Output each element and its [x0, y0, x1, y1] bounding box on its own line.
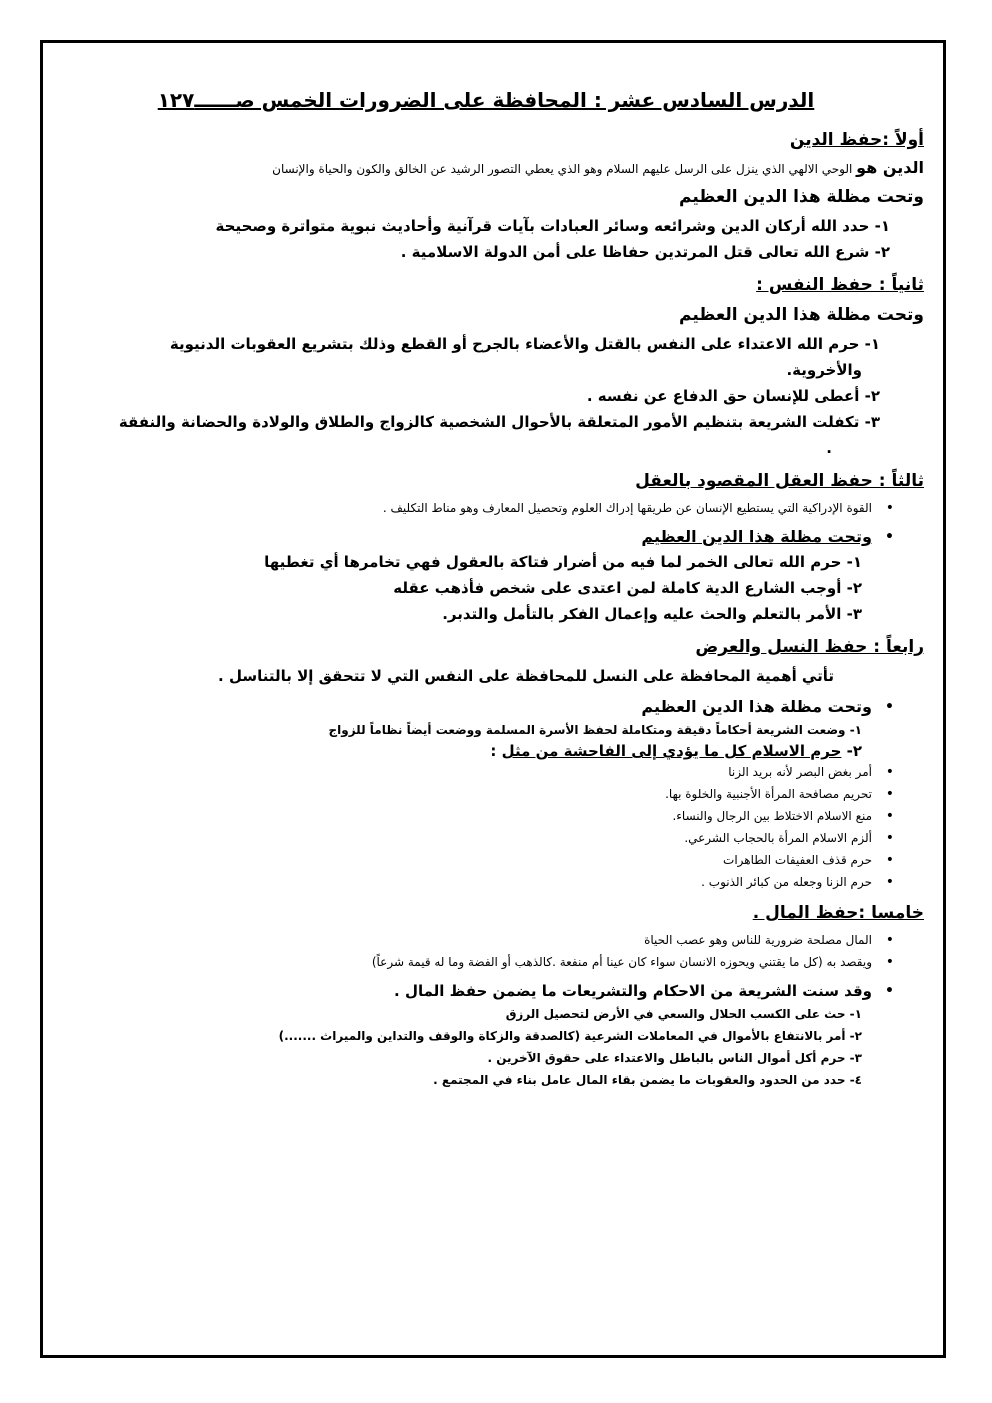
list-item: ٣- الأمر بالتعلم والحث عليه وإعمال الفكر بالتأمل والتدبر. [442, 605, 862, 623]
list-item: ١- حرم الله الاعتداء على النفس بالقتل والأعضاء بالجرح أو القطع وذلك بتشريع العقوبات الدنيوية [169, 335, 880, 353]
list-item: ٢- شرع الله تعالى قتل المرتدين حفاظا على أمن الدولة الاسلامية . [400, 243, 890, 261]
list-item: ١- حث على الكسب الحلال والسعي في الأرض لتحصيل الرزق [505, 1007, 862, 1021]
section-3-sub [48, 525, 924, 549]
section-4-item-1: ١- وضعت الشريعة أحكاماً دقيقة ومتكاملة لحفظ الأسرة المسلمة ووضعت أيضاً نظاماً للزواج [328, 723, 862, 737]
list-item-continuation: والأخروية. [786, 361, 862, 379]
list-item: ١- حدد الله أركان الدين وشرائعه وسائر العبادات بآيات قرآنية وأحاديث نبوية متواترة وصحيحة [215, 217, 890, 235]
section-5-sub: • وقد سنت الشريعة من الاحكام والتشريعات ما يضمن حفظ المال . [48, 979, 924, 1003]
list-item-continuation: . [826, 439, 832, 457]
bullet-item: • أمر بغض البصر لأنه بريد الزنا [48, 761, 924, 783]
section-1-sub: وتحت مظلة هذا الدين العظيم [679, 187, 924, 207]
section-4-bullets [48, 761, 924, 893]
section-1-list [48, 213, 924, 265]
section-5-heading: خامسا :حفظ المال . [752, 903, 924, 923]
list-item: ٢- أوجب الشارع الدية كاملة لمن اعتدى على شخص فأذهب عقله [393, 579, 862, 597]
item-number: ٢- [841, 742, 862, 760]
section-2-heading: ثانياً : حفظ النفس : [756, 275, 924, 295]
item-suffix: : [490, 742, 502, 760]
definition-term: الدين هو [856, 158, 924, 177]
bullet-item: • تحريم مصافحة المرأة الأجنبية والخلوة بها. [48, 783, 924, 805]
document-body [48, 80, 924, 1091]
section-4-item-2 [48, 741, 924, 761]
bullet-item: • ألزم الاسلام المرأة بالحجاب الشرعي. [48, 827, 924, 849]
section-2-sub: وتحت مظلة هذا الدين العظيم [679, 305, 924, 325]
list-item: ٣- حرم أكل أموال الناس بالباطل والاعتداء على حقوق الآخرين . [487, 1051, 862, 1065]
section-4-sub: • وتحت مظلة هذا الدين العظيم [48, 695, 924, 719]
section-2-list [48, 331, 924, 461]
bullet-item: • ويقصد به (كل ما يقتني ويحوزه الانسان سواء كان عينا أم منفعة .كالذهب أو الفضة وما له قيمة شرعاً) [48, 951, 924, 973]
item-underlined-text: حرم الاسلام كل ما يؤدي إلى الفاحشة من مثل [501, 742, 842, 760]
bullet-item: • منع الاسلام الاختلاط بين الرجال والنساء. [48, 805, 924, 827]
section-3-sub-text: وتحت مظلة هذا الدين العظيم [641, 527, 872, 546]
lesson-title-text: الدرس السادس عشر : المحافظة على الضرورات الخمس صــــــ١٢٧ [157, 88, 815, 112]
list-item: ٢- أمر بالانتفاع بالأموال في المعاملات الشرعية (كالصدقة والزكاة والوقف والتداين والميراث .......) [278, 1029, 862, 1043]
section-4-heading: رابعاً : حفظ النسل والعرض [695, 637, 924, 657]
section-5-list [48, 1003, 924, 1091]
bullet-item: • القوة الإدراكية التي يستطيع الإنسان عن طريقها إدراك العلوم وتحصيل المعارف وهو مناط التكليف . [48, 497, 924, 519]
list-item: ٢- أعطى للإنسان حق الدفاع عن نفسه . [586, 387, 880, 405]
list-item: ٤- حدد من الحدود والعقوبات ما يضمن بقاء المال عامل بناء في المجتمع . [433, 1073, 862, 1087]
section-3-heading: ثالثاً : حفظ العقل المقصود بالعقل [635, 471, 924, 491]
bullet-item: • حرم الزنا وجعله من كبائر الذنوب . [48, 871, 924, 893]
list-item: ١- حرم الله تعالى الخمر لما فيه من أضرار فتاكة بالعقول فهي تخامرها أي تغطيها [264, 553, 862, 571]
section-1-heading: أولاً :حفظ الدين [789, 130, 924, 150]
section-4-intro: تأتي أهمية المحافظة على النسل للمحافظة على النفس التي لا تتحقق إلا بالتناسل . [218, 667, 834, 685]
list-item: ٣- تكفلت الشريعة بتنظيم الأمور المتعلقة بالأحوال الشخصية كالزواج والطلاق والولادة والحضانة والنفقة [118, 413, 880, 431]
bullet-item: • المال مصلحة ضرورية للناس وهو عصب الحياة [48, 929, 924, 951]
section-3-list [48, 549, 924, 627]
religion-definition [48, 158, 924, 177]
lesson-title [48, 88, 924, 112]
definition-text: الوحي الالهي الذي ينزل على الرسل عليهم السلام وهو الذي يعطي التصور الرشيد عن الخالق والكون والحياة والإنسان [272, 162, 857, 176]
bullet-item: • حرم قذف العفيفات الطاهرات [48, 849, 924, 871]
